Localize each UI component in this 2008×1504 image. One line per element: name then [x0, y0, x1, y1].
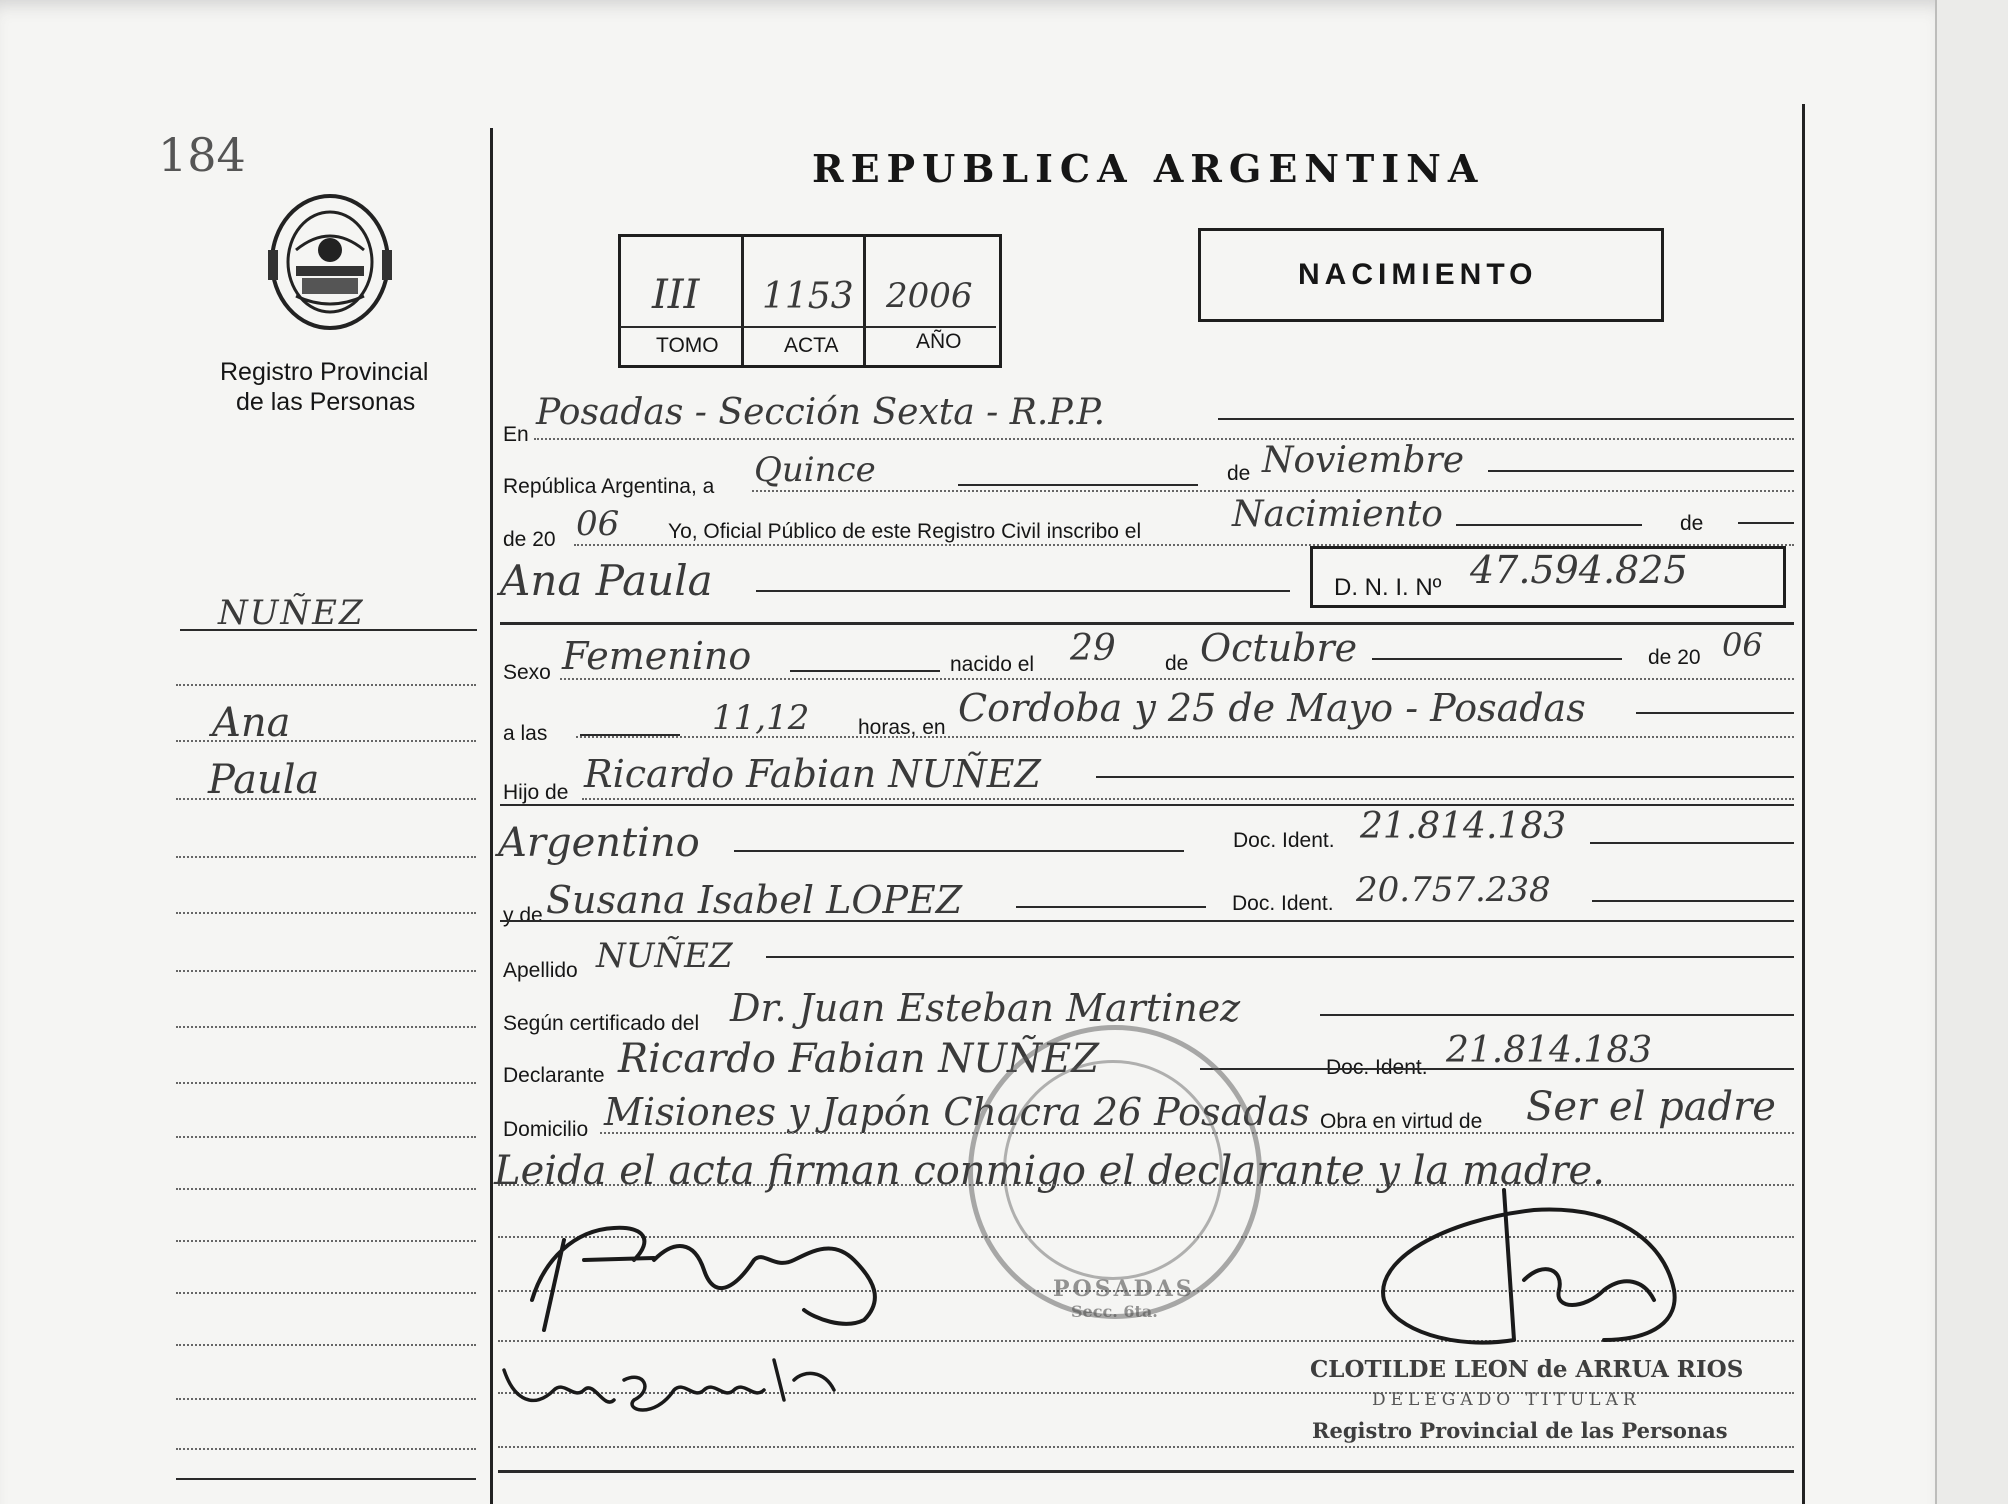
margin-given-name-2: Paula — [208, 757, 320, 803]
margin-dotted-line — [176, 912, 476, 914]
issuer-line-2: de las Personas — [236, 388, 416, 416]
record-table-divider — [741, 234, 744, 365]
form-line — [1738, 522, 1794, 524]
anio-label: AÑO — [916, 330, 962, 353]
stamp-section: Secc. 6ta. — [1071, 1302, 1158, 1321]
form-line — [1488, 470, 1794, 472]
margin-dotted-line — [176, 1240, 476, 1242]
margin-dotted-line — [176, 1082, 476, 1084]
registration-year: 06 — [576, 504, 620, 544]
act-type: Nacimiento — [1232, 494, 1443, 535]
margin-dotted-line — [176, 856, 476, 858]
margin-dotted-line — [176, 1026, 476, 1028]
child-surname: NUÑEZ — [596, 936, 733, 976]
mother-document: 20.757.238 — [1356, 870, 1551, 910]
margin-given-name-1: Ana — [212, 700, 291, 746]
margin-dotted-line — [176, 740, 476, 742]
de-20-label-2: de 20 — [1648, 646, 1701, 669]
page-title: REPUBLICA ARGENTINA — [812, 146, 1485, 191]
form-line — [756, 590, 1290, 592]
acta-label: ACTA — [784, 334, 839, 357]
form-line — [1590, 842, 1794, 844]
form-line — [790, 670, 940, 672]
form-line — [1636, 712, 1794, 714]
father-document: 21.814.183 — [1360, 806, 1567, 847]
birth-place: Cordoba y 25 de Mayo - Posadas — [958, 686, 1586, 730]
official-organization: Registro Provincial de las Personas — [1312, 1418, 1728, 1443]
de-mes-label: de — [1165, 652, 1189, 675]
oficial-statement: Yo, Oficial Público de este Registro Civil inscribo el — [668, 520, 1142, 543]
form-line — [582, 798, 1794, 800]
domicilio-label: Domicilio — [503, 1118, 589, 1141]
form-line — [1218, 418, 1794, 420]
margin-dotted-line — [176, 684, 476, 686]
form-line — [500, 804, 1794, 806]
mother-name: Susana Isabel LOPEZ — [546, 878, 963, 922]
de-end-label: de — [1680, 512, 1704, 535]
registration-day: Quince — [754, 450, 876, 490]
sexo-label: Sexo — [503, 661, 551, 684]
declarant-signature — [504, 1200, 914, 1340]
dni-label: D. N. I. Nº — [1334, 574, 1442, 601]
form-right-border — [1802, 104, 1805, 1504]
y-de-label: y de — [503, 904, 543, 927]
apellido-label: Apellido — [503, 959, 578, 982]
birth-day: 29 — [1070, 628, 1116, 669]
form-bottom-rule — [498, 1470, 1794, 1473]
margin-dotted-line — [176, 798, 476, 800]
capacity: Ser el padre — [1526, 1084, 1776, 1130]
registration-month: Noviembre — [1262, 440, 1465, 481]
closing-note: Leida el acta firman conmigo el declarante y la madre. — [494, 1148, 1605, 1194]
father-nationality: Argentino — [498, 820, 700, 866]
tomo-value: III — [652, 272, 700, 318]
mother-signature — [494, 1340, 864, 1440]
form-line — [1592, 900, 1794, 902]
declarante-label: Declarante — [503, 1064, 605, 1087]
doc-ident-label: Doc. Ident. — [1233, 829, 1335, 852]
issuer-line-1: Registro Provincial — [220, 358, 429, 386]
form-line — [1096, 776, 1794, 778]
birth-year: 06 — [1722, 626, 1763, 664]
certificate-type: NACIMIENTO — [1298, 258, 1538, 291]
official-signature — [1354, 1180, 1694, 1370]
column-divider — [490, 128, 493, 1504]
margin-dotted-line — [176, 1344, 476, 1346]
margin-surname: NUÑEZ — [218, 593, 365, 633]
page-number: 184 — [158, 128, 246, 182]
form-line — [766, 956, 1794, 958]
form-line — [752, 490, 1794, 492]
child-name: Ana Paula — [500, 556, 713, 605]
form-line — [560, 678, 1794, 680]
obra-label: Obra en virtud de — [1320, 1110, 1483, 1133]
dni-value: 47.594.825 — [1470, 548, 1688, 592]
form-line — [500, 920, 1794, 922]
father-name: Ricardo Fabian NUÑEZ — [584, 752, 1041, 796]
form-line — [1372, 658, 1622, 660]
declarant-document: 21.814.183 — [1446, 1030, 1653, 1071]
segun-label: Según certificado del — [503, 1012, 700, 1035]
form-line — [500, 622, 1794, 625]
address: Misiones y Japón Chacra 26 Posadas — [604, 1090, 1310, 1134]
form-line — [1320, 1014, 1794, 1016]
form-line — [1200, 1068, 1794, 1070]
margin-dotted-line — [176, 1136, 476, 1138]
sex: Femenino — [562, 634, 752, 678]
record-table-divider — [863, 234, 866, 365]
official-stamp — [968, 1025, 1262, 1319]
official-role: DELEGADO TITULAR — [1372, 1390, 1641, 1410]
form-line — [534, 438, 1794, 440]
margin-dotted-line — [176, 1398, 476, 1400]
form-line — [1456, 524, 1642, 526]
margin-dotted-line — [176, 970, 476, 972]
form-line — [958, 484, 1198, 486]
record-table-divider — [620, 326, 996, 328]
tomo-label: TOMO — [656, 334, 719, 357]
birth-time: 11,12 — [712, 698, 810, 738]
hijo-de-label: Hijo de — [503, 781, 569, 804]
form-line — [576, 736, 1794, 738]
place-of-registration: Posadas - Sección Sexta - R.P.P. — [536, 392, 1106, 433]
form-line — [498, 1446, 1794, 1448]
form-line — [1016, 906, 1206, 908]
stamp-city: POSADAS — [1053, 1276, 1195, 1302]
margin-dotted-line — [176, 1188, 476, 1190]
en-label: En — [503, 423, 529, 446]
margin-dotted-line — [176, 1292, 476, 1294]
de-20-label: de 20 — [503, 528, 556, 551]
republica-label: República Argentina, a — [503, 475, 715, 498]
doc-ident-label-2: Doc. Ident. — [1232, 892, 1334, 915]
adjacent-page-edge — [1935, 0, 2008, 1504]
anio-value: 2006 — [886, 276, 973, 316]
birth-month: Octubre — [1200, 626, 1358, 670]
official-name: CLOTILDE LEON de ARRUA RIOS — [1310, 1356, 1744, 1383]
form-line — [734, 850, 1184, 852]
margin-bottom-rule — [176, 1478, 476, 1480]
margin-dotted-line — [176, 1448, 476, 1450]
de-label: de — [1227, 462, 1251, 485]
acta-value: 1153 — [762, 276, 854, 317]
provincial-seal-icon — [266, 192, 394, 336]
certifying-doctor: Dr. Juan Esteban Martinez — [730, 986, 1241, 1030]
declarant-name: Ricardo Fabian NUÑEZ — [618, 1036, 1099, 1082]
margin-rule — [180, 629, 477, 631]
doc-ident-label-3: Doc. Ident. — [1326, 1056, 1428, 1079]
horas-en-label: horas, en — [858, 716, 946, 739]
a-las-label: a las — [503, 722, 548, 745]
nacido-el-label: nacido el — [950, 653, 1035, 676]
